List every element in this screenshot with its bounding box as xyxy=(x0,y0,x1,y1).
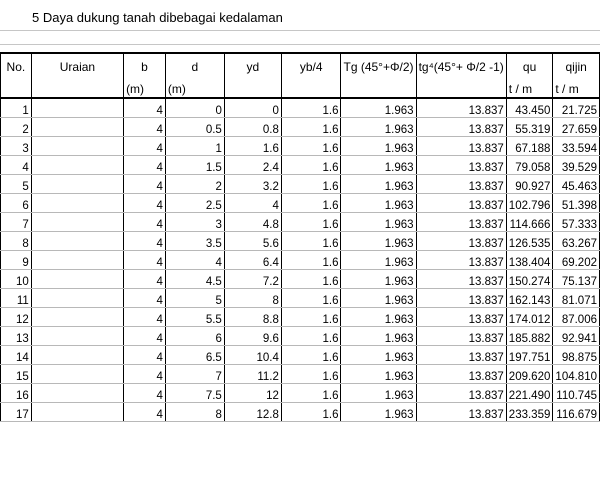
cell-qu[interactable]: 114.666 xyxy=(506,213,553,232)
cell-qu[interactable]: 102.796 xyxy=(506,194,553,213)
cell-tg4[interactable]: 13.837 xyxy=(416,175,506,194)
cell-b[interactable]: 4 xyxy=(124,365,166,384)
header-cell-tg4[interactable]: tg⁴(45°+ Φ/2 -1) xyxy=(416,53,506,80)
cell-tg[interactable]: 1.963 xyxy=(341,270,416,289)
cell-tg[interactable]: 1.963 xyxy=(341,175,416,194)
cell-yd[interactable]: 9.6 xyxy=(224,327,281,346)
cell-no[interactable]: 6 xyxy=(1,194,32,213)
cell-no[interactable]: 5 xyxy=(1,175,32,194)
cell-tg[interactable]: 1.963 xyxy=(341,384,416,403)
cell-qu[interactable]: 197.751 xyxy=(506,346,553,365)
header-unit-cell-tg[interactable] xyxy=(341,80,416,98)
cell-qu[interactable]: 90.927 xyxy=(506,175,553,194)
cell-tg4[interactable]: 13.837 xyxy=(416,289,506,308)
table-row xyxy=(1,137,600,156)
table-row xyxy=(1,175,600,194)
cell-uraian[interactable] xyxy=(31,346,123,365)
cell-yb4[interactable]: 1.6 xyxy=(281,213,341,232)
table-row xyxy=(1,384,600,403)
cell-uraian[interactable] xyxy=(31,194,123,213)
cell-qu[interactable]: 221.490 xyxy=(506,384,553,403)
cell-yb4[interactable]: 1.6 xyxy=(281,118,341,137)
cell-tg4[interactable]: 13.837 xyxy=(416,156,506,175)
cell-d[interactable]: 7.5 xyxy=(165,384,224,403)
header-cell-uraian[interactable]: Uraian xyxy=(31,53,123,80)
cell-d[interactable]: 1.5 xyxy=(165,156,224,175)
cell-yd[interactable]: 4 xyxy=(224,194,281,213)
cell-uraian[interactable] xyxy=(31,175,123,194)
cell-yb4[interactable]: 1.6 xyxy=(281,327,341,346)
table-row xyxy=(1,289,600,308)
cell-yd[interactable]: 3.2 xyxy=(224,175,281,194)
table-row xyxy=(1,365,600,384)
cell-uraian[interactable] xyxy=(31,232,123,251)
cell-d[interactable]: 6.5 xyxy=(165,346,224,365)
cell-tg4[interactable]: 13.837 xyxy=(416,327,506,346)
cell-yb4[interactable]: 1.6 xyxy=(281,346,341,365)
cell-qu[interactable]: 174.012 xyxy=(506,308,553,327)
cell-tg4[interactable]: 13.837 xyxy=(416,251,506,270)
cell-tg[interactable]: 1.963 xyxy=(341,194,416,213)
cell-d[interactable]: 3 xyxy=(165,213,224,232)
cell-no[interactable]: 14 xyxy=(1,346,32,365)
cell-tg[interactable]: 1.963 xyxy=(341,251,416,270)
cell-qijin[interactable]: 98.875 xyxy=(553,346,600,365)
table-row xyxy=(1,98,600,118)
cell-d[interactable]: 5.5 xyxy=(165,308,224,327)
cell-uraian[interactable] xyxy=(31,365,123,384)
header-unit-cell-yb4[interactable] xyxy=(281,80,341,98)
header-unit-cell-qu[interactable]: t / m xyxy=(506,80,553,98)
cell-b[interactable]: 4 xyxy=(124,98,166,118)
header-unit-cell-tg4[interactable] xyxy=(416,80,506,98)
data-table xyxy=(0,52,600,422)
cell-b[interactable]: 4 xyxy=(124,327,166,346)
cell-tg4[interactable]: 13.837 xyxy=(416,270,506,289)
cell-b[interactable]: 4 xyxy=(124,137,166,156)
cell-d[interactable]: 4.5 xyxy=(165,270,224,289)
cell-no[interactable]: 1 xyxy=(1,98,32,118)
cell-yd[interactable]: 4.8 xyxy=(224,213,281,232)
cell-qu[interactable]: 233.359 xyxy=(506,403,553,422)
cell-qu[interactable]: 55.319 xyxy=(506,118,553,137)
cell-tg4[interactable]: 13.837 xyxy=(416,384,506,403)
cell-tg4[interactable]: 13.837 xyxy=(416,365,506,384)
header-cell-qu[interactable]: qu xyxy=(506,53,553,80)
cell-tg4[interactable]: 13.837 xyxy=(416,137,506,156)
cell-uraian[interactable] xyxy=(31,403,123,422)
table-row xyxy=(1,232,600,251)
cell-tg[interactable]: 1.963 xyxy=(341,137,416,156)
cell-yb4[interactable]: 1.6 xyxy=(281,156,341,175)
cell-yd[interactable]: 8 xyxy=(224,289,281,308)
header-cell-d[interactable]: d xyxy=(165,53,224,80)
cell-tg4[interactable]: 13.837 xyxy=(416,403,506,422)
cell-tg[interactable]: 1.963 xyxy=(341,365,416,384)
cell-uraian[interactable] xyxy=(31,98,123,118)
cell-yd[interactable]: 0 xyxy=(224,98,281,118)
cell-qu[interactable]: 162.143 xyxy=(506,289,553,308)
cell-qijin[interactable]: 33.594 xyxy=(553,137,600,156)
cell-qijin[interactable]: 92.941 xyxy=(553,327,600,346)
header-row xyxy=(1,53,600,80)
cell-yb4[interactable]: 1.6 xyxy=(281,308,341,327)
cell-tg[interactable]: 1.963 xyxy=(341,308,416,327)
cell-qijin[interactable]: 69.202 xyxy=(553,251,600,270)
cell-yb4[interactable]: 1.6 xyxy=(281,365,341,384)
viewport-edge xyxy=(0,463,600,478)
cell-b[interactable]: 4 xyxy=(124,289,166,308)
cell-qu[interactable]: 79.058 xyxy=(506,156,553,175)
cell-yd[interactable]: 2.4 xyxy=(224,156,281,175)
cell-qu[interactable]: 43.450 xyxy=(506,98,553,118)
cell-b[interactable]: 4 xyxy=(124,232,166,251)
cell-d[interactable]: 7 xyxy=(165,365,224,384)
cell-tg[interactable]: 1.963 xyxy=(341,156,416,175)
cell-no[interactable]: 12 xyxy=(1,308,32,327)
cell-b[interactable]: 4 xyxy=(124,384,166,403)
cell-qu[interactable]: 138.404 xyxy=(506,251,553,270)
cell-d[interactable]: 3.5 xyxy=(165,232,224,251)
cell-tg[interactable]: 1.963 xyxy=(341,289,416,308)
cell-tg4[interactable]: 13.837 xyxy=(416,308,506,327)
cell-d[interactable]: 4 xyxy=(165,251,224,270)
cell-tg[interactable]: 1.963 xyxy=(341,98,416,118)
cell-tg[interactable]: 1.963 xyxy=(341,118,416,137)
cell-qijin[interactable]: 81.071 xyxy=(553,289,600,308)
cell-b[interactable]: 4 xyxy=(124,346,166,365)
cell-tg4[interactable]: 13.837 xyxy=(416,232,506,251)
cell-tg4[interactable]: 13.837 xyxy=(416,118,506,137)
table-row xyxy=(1,403,600,422)
cell-qijin[interactable]: 27.659 xyxy=(553,118,600,137)
cell-qu[interactable]: 126.535 xyxy=(506,232,553,251)
cell-no[interactable]: 4 xyxy=(1,156,32,175)
header-cell-yd[interactable]: yd xyxy=(224,53,281,80)
cell-uraian[interactable] xyxy=(31,289,123,308)
cell-tg[interactable]: 1.963 xyxy=(341,327,416,346)
header-cell-b[interactable]: b xyxy=(124,53,166,80)
cell-qijin[interactable]: 75.137 xyxy=(553,270,600,289)
cell-yd[interactable]: 8.8 xyxy=(224,308,281,327)
cell-yd[interactable]: 0.8 xyxy=(224,118,281,137)
cell-d[interactable]: 6 xyxy=(165,327,224,346)
cell-yb4[interactable]: 1.6 xyxy=(281,98,341,118)
cell-yb4[interactable]: 1.6 xyxy=(281,232,341,251)
cell-qijin[interactable]: 104.810 xyxy=(553,365,600,384)
cell-b[interactable]: 4 xyxy=(124,194,166,213)
cell-qijin[interactable]: 110.745 xyxy=(553,384,600,403)
cell-d[interactable]: 5 xyxy=(165,289,224,308)
cell-uraian[interactable] xyxy=(31,118,123,137)
cell-tg[interactable]: 1.963 xyxy=(341,403,416,422)
cell-yb4[interactable]: 1.6 xyxy=(281,194,341,213)
cell-yb4[interactable]: 1.6 xyxy=(281,289,341,308)
cell-tg[interactable]: 1.963 xyxy=(341,346,416,365)
cell-uraian[interactable] xyxy=(31,384,123,403)
cell-b[interactable]: 4 xyxy=(124,403,166,422)
cell-b[interactable]: 4 xyxy=(124,308,166,327)
cell-yd[interactable]: 10.4 xyxy=(224,346,281,365)
cell-d[interactable]: 2.5 xyxy=(165,194,224,213)
cell-yd[interactable]: 1.6 xyxy=(224,137,281,156)
cell-b[interactable]: 4 xyxy=(124,213,166,232)
cell-qijin[interactable]: 87.006 xyxy=(553,308,600,327)
gridline xyxy=(0,30,600,31)
cell-qijin[interactable]: 63.267 xyxy=(553,232,600,251)
cell-yb4[interactable]: 1.6 xyxy=(281,403,341,422)
cell-uraian[interactable] xyxy=(31,213,123,232)
cell-qu[interactable]: 67.188 xyxy=(506,137,553,156)
cell-yd[interactable]: 6.4 xyxy=(224,251,281,270)
header-unit-cell-qijin[interactable]: t / m xyxy=(553,80,600,98)
table-row xyxy=(1,156,600,175)
cell-tg[interactable]: 1.963 xyxy=(341,232,416,251)
cell-yb4[interactable]: 1.6 xyxy=(281,175,341,194)
cell-uraian[interactable] xyxy=(31,327,123,346)
header-cell-yb4[interactable]: yb/4 xyxy=(281,53,341,80)
cell-uraian[interactable] xyxy=(31,156,123,175)
cell-tg4[interactable]: 13.837 xyxy=(416,213,506,232)
table-row xyxy=(1,270,600,289)
cell-qijin[interactable]: 116.679 xyxy=(553,403,600,422)
cell-qijin[interactable]: 51.398 xyxy=(553,194,600,213)
table-row xyxy=(1,308,600,327)
cell-yd[interactable]: 5.6 xyxy=(224,232,281,251)
table-row xyxy=(1,213,600,232)
cell-yb4[interactable]: 1.6 xyxy=(281,384,341,403)
cell-qu[interactable]: 209.620 xyxy=(506,365,553,384)
cell-d[interactable]: 1 xyxy=(165,137,224,156)
cell-uraian[interactable] xyxy=(31,137,123,156)
cell-no[interactable]: 8 xyxy=(1,232,32,251)
cell-qijin[interactable]: 57.333 xyxy=(553,213,600,232)
cell-d[interactable]: 2 xyxy=(165,175,224,194)
header-unit-cell-b[interactable]: (m) xyxy=(124,80,166,98)
cell-yd[interactable]: 11.2 xyxy=(224,365,281,384)
cell-yd[interactable]: 7.2 xyxy=(224,270,281,289)
cell-b[interactable]: 4 xyxy=(124,156,166,175)
cell-no[interactable]: 3 xyxy=(1,137,32,156)
cell-b[interactable]: 4 xyxy=(124,270,166,289)
header-unit-cell-d[interactable]: (m) xyxy=(165,80,224,98)
cell-no[interactable]: 16 xyxy=(1,384,32,403)
cell-tg[interactable]: 1.963 xyxy=(341,213,416,232)
cell-qijin[interactable]: 45.463 xyxy=(553,175,600,194)
cell-no[interactable]: 9 xyxy=(1,251,32,270)
cell-qu[interactable]: 150.274 xyxy=(506,270,553,289)
cell-no[interactable]: 15 xyxy=(1,365,32,384)
cell-d[interactable]: 8 xyxy=(165,403,224,422)
cell-b[interactable]: 4 xyxy=(124,175,166,194)
cell-no[interactable]: 2 xyxy=(1,118,32,137)
cell-d[interactable]: 0.5 xyxy=(165,118,224,137)
cell-b[interactable]: 4 xyxy=(124,118,166,137)
cell-no[interactable]: 13 xyxy=(1,327,32,346)
table-row xyxy=(1,118,600,137)
cell-no[interactable]: 10 xyxy=(1,270,32,289)
gridline xyxy=(0,44,600,45)
cell-qu[interactable]: 185.882 xyxy=(506,327,553,346)
cell-uraian[interactable] xyxy=(31,308,123,327)
table-row xyxy=(1,251,600,270)
header-cell-no[interactable]: No. xyxy=(1,53,32,80)
cell-tg4[interactable]: 13.837 xyxy=(416,346,506,365)
cell-d[interactable]: 0 xyxy=(165,98,224,118)
cell-no[interactable]: 17 xyxy=(1,403,32,422)
table-row xyxy=(1,194,600,213)
cell-uraian[interactable] xyxy=(31,251,123,270)
cell-yd[interactable]: 12 xyxy=(224,384,281,403)
header-unit-cell-yd[interactable] xyxy=(224,80,281,98)
table-row xyxy=(1,327,600,346)
header-row xyxy=(1,80,600,98)
cell-no[interactable]: 7 xyxy=(1,213,32,232)
table-row xyxy=(1,346,600,365)
sheet-title[interactable]: 5 Daya dukung tanah dibebagai kedalaman xyxy=(32,10,283,25)
cell-yd[interactable]: 12.8 xyxy=(224,403,281,422)
header-cell-tg[interactable]: Tg (45°+Φ/2) xyxy=(341,53,416,80)
cell-yb4[interactable]: 1.6 xyxy=(281,251,341,270)
cell-yb4[interactable]: 1.6 xyxy=(281,137,341,156)
cell-qijin[interactable]: 21.725 xyxy=(553,98,600,118)
header-cell-qijin[interactable]: qijin xyxy=(553,53,600,80)
cell-b[interactable]: 4 xyxy=(124,251,166,270)
header-unit-cell-uraian[interactable] xyxy=(31,80,123,98)
cell-qijin[interactable]: 39.529 xyxy=(553,156,600,175)
header-unit-cell-no[interactable] xyxy=(1,80,32,98)
cell-tg4[interactable]: 13.837 xyxy=(416,98,506,118)
cell-uraian[interactable] xyxy=(31,270,123,289)
cell-no[interactable]: 11 xyxy=(1,289,32,308)
cell-tg4[interactable]: 13.837 xyxy=(416,194,506,213)
cell-yb4[interactable]: 1.6 xyxy=(281,270,341,289)
